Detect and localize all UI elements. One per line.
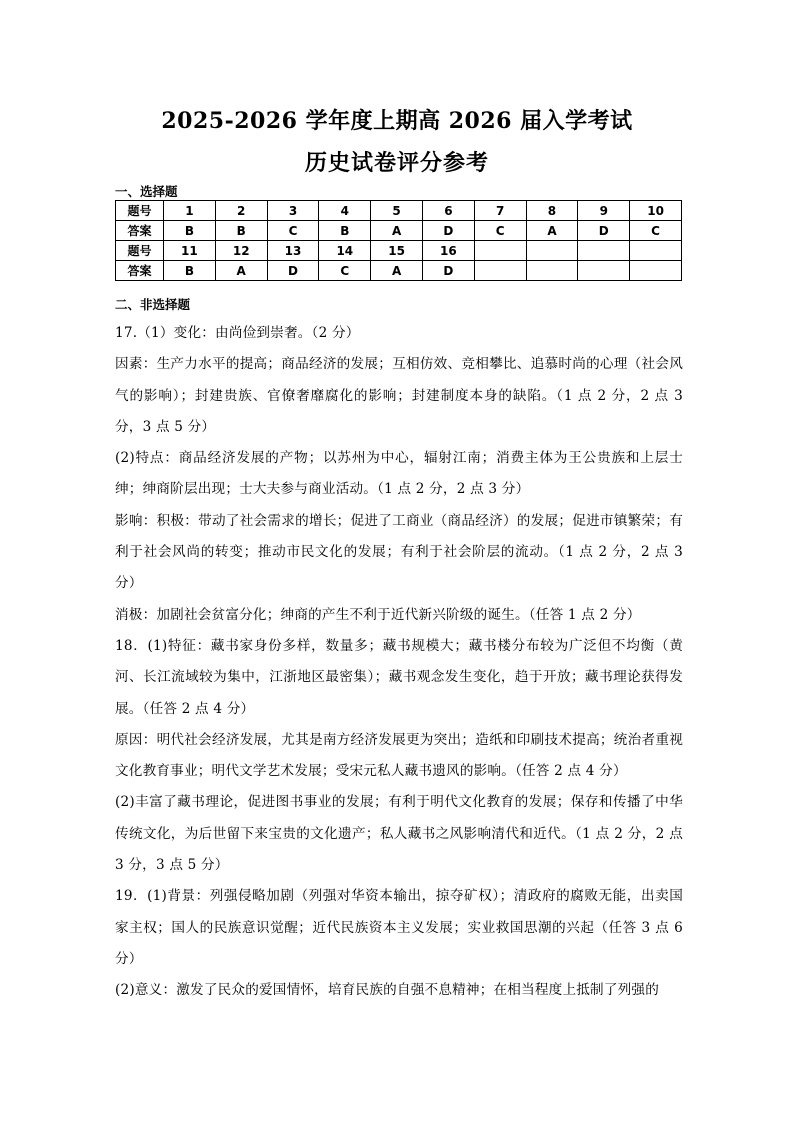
row-header: 题号	[116, 201, 164, 221]
table-cell: A	[371, 261, 423, 281]
paragraph: 18．(1)特征：藏书家身份多样，数量多；藏书规模大；藏书楼分布较为广泛但不均衡（黄河、长江流域较为集中，江浙地区最密集）；藏书观念发生变化，趋于开放；藏书理论获得发展。（任答 2 点 4 分）	[115, 637, 683, 717]
paragraph: 原因：明代社会经济发展，尤其是南方经济发展更为突出；造纸和印刷技术提高；统治者重视文化教育事业；明代文学艺术发展；受宋元私人藏书遗风的影响。（任答 2 点 4 分）	[115, 731, 683, 780]
table-cell: A	[215, 261, 267, 281]
table-cell: 14	[319, 241, 371, 261]
section-heading-choice: 一、选择题	[115, 184, 178, 199]
row-header: 答案	[116, 221, 164, 241]
table-cell: 5	[371, 201, 423, 221]
table-cell	[578, 261, 630, 281]
table-cell: B	[164, 221, 216, 241]
table-cell: A	[371, 221, 423, 241]
table-cell: 12	[215, 241, 267, 261]
table-row	[116, 241, 682, 261]
page-title: 2025-2026 学年度上期高 2026 届入学考试	[161, 108, 633, 134]
table-cell: A	[526, 221, 578, 241]
table-cell: 6	[422, 201, 474, 221]
table-cell: C	[267, 221, 319, 241]
table-cell	[474, 241, 526, 261]
table-cell: 16	[422, 241, 474, 261]
row-header: 答案	[116, 261, 164, 281]
table-cell: 9	[578, 201, 630, 221]
paragraph: 消极：加剧社会贫富分化；绅商的产生不利于近代新兴阶级的诞生。（任答 1 点 2 分）	[115, 606, 641, 623]
table-cell	[526, 261, 578, 281]
table-cell: 8	[526, 201, 578, 221]
paragraph: 影响：积极：带动了社会需求的增长；促进了工商业（商品经济）的发展；促进市镇繁荣；有利于社会风尚的转变；推动市民文化的发展；有利于社会阶层的流动。（1 点 2 分，2 点 3 分）	[115, 512, 683, 592]
section-heading-nonchoice: 二、非选择题	[115, 297, 191, 312]
table-cell: 1	[164, 201, 216, 221]
table-cell: B	[164, 261, 216, 281]
table-cell: B	[215, 221, 267, 241]
table-cell: 2	[215, 201, 267, 221]
paragraph: (2)特点：商品经济发展的产物；以苏州为中心，辐射江南；消费主体为王公贵族和上层士绅；绅商阶层出现；士大夫参与商业活动。（1 点 2 分，2 点 3 分）	[115, 450, 683, 498]
table-cell: 15	[371, 241, 423, 261]
table-cell: D	[267, 261, 319, 281]
table-cell: D	[578, 221, 630, 241]
table-row	[116, 261, 682, 281]
paragraph: (2)丰富了藏书理论，促进图书事业的发展；有利于明代文化教育的发展；保存和传播了中华传统文化，为后世留下来宝贵的文化遗产；私人藏书之风影响清代和近代。（1 点 2 分，2 点 3 分，3 点 5 分）	[115, 794, 683, 874]
table-cell: 7	[474, 201, 526, 221]
table-cell	[630, 261, 682, 281]
table-cell: 11	[164, 241, 216, 261]
table-cell: D	[422, 221, 474, 241]
paragraph: 17.（1）变化：由尚俭到崇奢。（2 分）	[115, 325, 360, 341]
answer-table	[115, 200, 682, 281]
paragraph: 因素：生产力水平的提高；商品经济的发展；互相仿效、竞相攀比、追慕时尚的心理（社会风气的影响）；封建贵族、官僚奢靡腐化的影响；封建制度本身的缺陷。（1 点 2 分，2 点 3 分，3 点 5 分）	[115, 356, 683, 435]
row-header: 题号	[116, 241, 164, 261]
table-cell: C	[319, 261, 371, 281]
table-row	[116, 221, 682, 241]
table-cell: 10	[630, 201, 682, 221]
table-cell: D	[422, 261, 474, 281]
paragraph: (2)意义：激发了民众的爱国情怀，培育民族的自强不息精神；在相当程度上抵制了列强的	[115, 982, 660, 999]
table-cell	[474, 261, 526, 281]
table-cell: B	[319, 221, 371, 241]
table-cell	[526, 241, 578, 261]
table-cell	[630, 241, 682, 261]
answer-body	[115, 318, 683, 1007]
table-cell	[578, 241, 630, 261]
paragraph: 19．(1)背景：列强侵略加剧（列强对华资本输出，掠夺矿权）；清政府的腐败无能，出卖国家主权；国人的民族意识觉醒；近代民族资本主义发展；实业救国思潮的兴起（任答 3 点 6 分）	[115, 888, 683, 967]
table-cell: 4	[319, 201, 371, 221]
table-cell: C	[630, 221, 682, 241]
table-cell: 13	[267, 241, 319, 261]
page-subtitle: 历史试卷评分参考	[304, 150, 489, 176]
table-cell: C	[474, 221, 526, 241]
table-row	[116, 201, 682, 221]
table-cell: 3	[267, 201, 319, 221]
